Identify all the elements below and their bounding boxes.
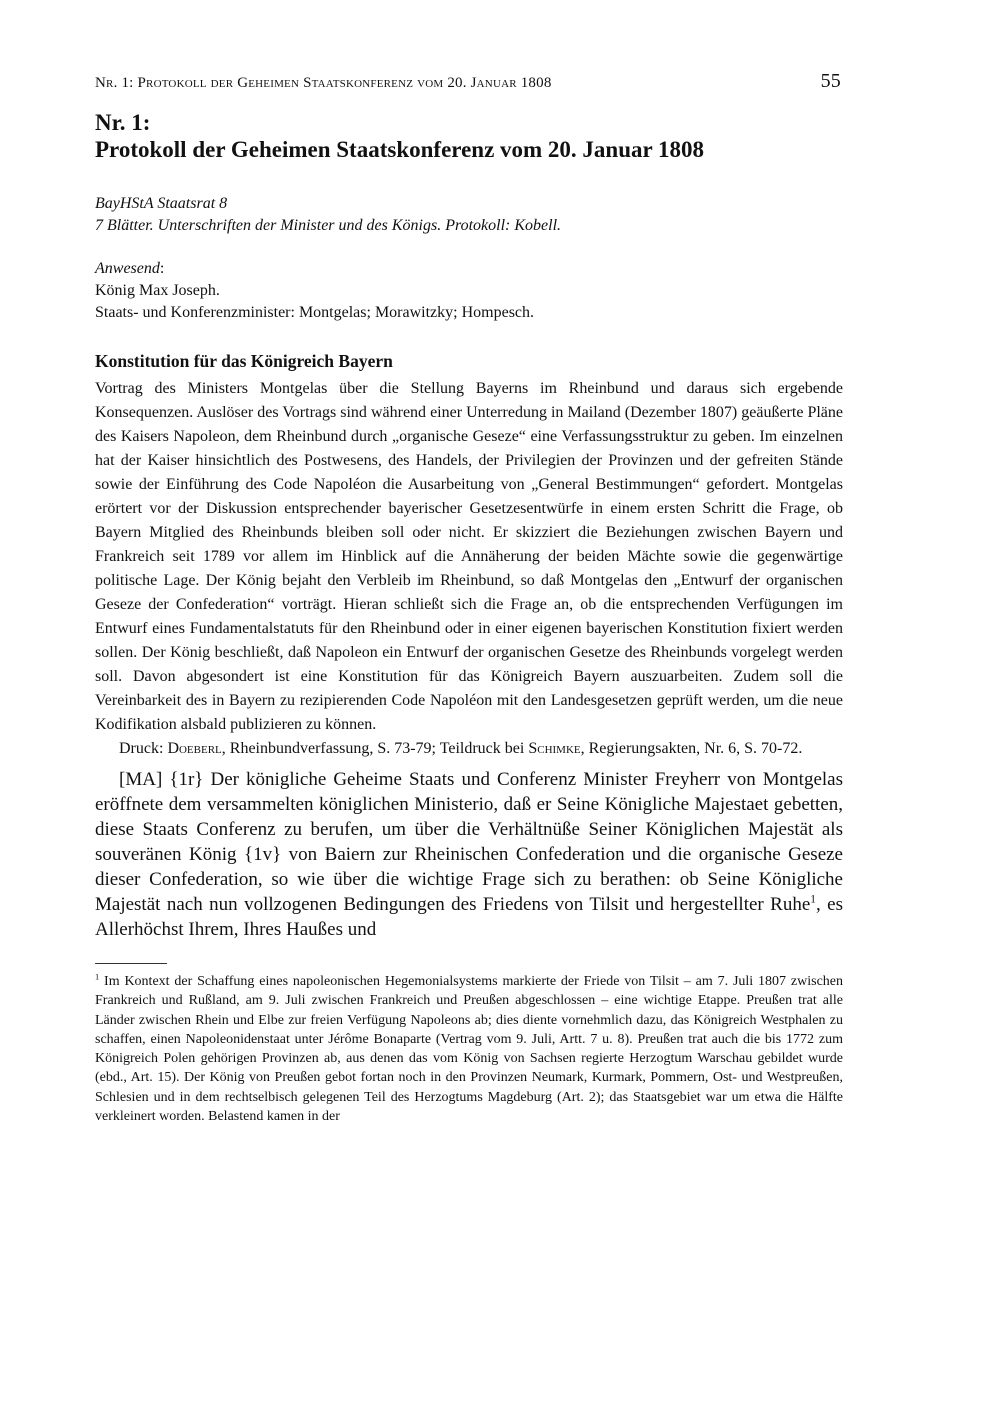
attendance-label: Anwesend (95, 260, 160, 277)
document-title (95, 109, 843, 163)
summary-paragraph: Vortrag des Ministers Montgelas über die Stellung Bayerns im Rheinbund und daraus sich ergebende Konsequenzen. Auslöser des Vortrags sind während einer Unterredung in Mailand (Dezember 1807) geäußerte Pläne des Kaisers Napoleon, dem Rheinbund durch „organische Geseze“ eine Verfassungsstruktur zu geben. Im einzelnen hat der Kaiser hinsichtlich des Postwesens, des Handels, der Privilegien der Provinzen und der gefreiten Stände sowie der Einführung des Code Napoléon die Ausarbeitung von „General Bestimmungen“ gefordert. Montgelas erörtert vor der Diskussion entsprechender bayerischer Gesetzesentwürfe in einem ersten Schritt die Frage, ob Bayern Mitglied des Rheinbunds bleiben soll oder nicht. Er skizziert die Beziehungen zwischen Bayern und Frankreich seit 1789 vor allem im Hinblick auf die Annäherung der beiden Mächte sowie die gegenwärtige politische Lage. Der König bejaht den Verbleib im Rheinbund, so daß Montgelas den „Entwurf der organischen Geseze der Confederation“ vorträgt. Hieran schließt sich die Frage an, ob die entsprechenden Verfügungen im Entwurf eines Fundamentalstatuts für den Rheinbund oder in einer eigenen bayerischen Konstitution fixiert werden sollen. Der König beschließt, daß Napoleon ein Entwurf der organischen Gesetze des Rheinbunds vorgelegt werden soll. Davon abgesondert ist eine Konstitution für das Königreich Bayern auszuarbeiten. Zudem soll die Vereinbarkeit des in Bayern zu rezipierenden Code Napoléon mit den Landesgesetzen geprüft werden, um die neue Kodifikation alsbald publizieren zu können. (95, 380, 843, 733)
attendance-block (95, 258, 843, 324)
footnote-reference: 1 (810, 893, 816, 906)
title-number: Nr. 1: (95, 110, 151, 135)
protocol-text-part1: [MA] {1r} Der königliche Geheime Staats und Conferenz Minister Freyherr von Montgelas eröffnete dem versammelten königlichen Ministerio, daß er Seine Königliche Majestaet gebetten, diese Staats Conferenz zu berufen, um über die Verhältnüße Seiner Königlichen Majestät als souveränen König {1v} von Baiern zur Rheinischen Confederation und die organische Geseze dieser Confederation, so wie über die wichtige Frage sich zu berathen: ob Seine Königliche Majestät nach nun vollzogenen Bedingungen des Friedens von Tilsit und hergestellter Ruhe (95, 769, 843, 915)
attendance-label-line (95, 258, 843, 280)
print-author-schimke: Schimke (528, 740, 581, 757)
footnote (95, 972, 843, 1126)
attendee-king: König Max Joseph. (95, 282, 220, 299)
archive-description: 7 Blätter. Unterschriften der Minister und des Königs. Protokoll: Kobell. (95, 217, 562, 234)
print-prefix: Druck: (119, 740, 168, 757)
print-author-doeberl: Doeberl (167, 740, 222, 757)
running-title: Nr. 1: Protokoll der Geheimen Staatskonferenz vom 20. Januar 1808 (95, 75, 552, 91)
source-reference (95, 193, 843, 237)
print-mid: , Rheinbundverfassung, S. 73-79; Teildruck bei (221, 740, 529, 757)
protocol-text-part2: , es Allerhöchst Ihrem, Ihres Haußes und (95, 894, 843, 940)
running-header (95, 70, 843, 93)
print-suffix: , Regierungsakten, Nr. 6, S. 70-72. (580, 740, 803, 757)
footnote-text: Im Kontext der Schaffung eines napoleonischen Hegemonialsystems markierte der Friede von Tilsit – am 7. Juli 1807 zwischen Frankreich und Rußland, am 9. Juli zwischen Frankreich und Preußen abgeschlossen – eine wichtige Etappe. Preußen trat alle Länder zwischen Rhein und Elbe zur freien Verfügung Napoleons ab; dies diente vornehmlich dazu, das Königreich Westphalen zu schaffen, einen Napoleonidenstaat unter Jérôme Bonaparte (Vertrag vom 9. Juli, Artt. 7 u. 8). Preußen trat auch die bis 1772 zum Königreich Polen gehörigen Provinzen ab, aus denen das vom König von Sachsen regierte Herzogtum Warschau gebildet wurde (ebd., Art. 15). Der König von Preußen gebot fortan noch in den Provinzen Neumark, Kurmark, Pommern, Ost- und Westpreußen, Schlesien und in dem rechtselbisch gelegenen Teil des Herzogtums Magdeburg (Art. 2); das Staatsgebiet war um etwa die Hälfte verkleinert worden. Belastend kamen in der (95, 974, 843, 1125)
attendee-ministers: Staats- und Konferenzminister: Montgelas; Morawitzky; Hompesch. (95, 304, 535, 321)
print-reference (95, 737, 843, 761)
document-page (95, 70, 843, 1126)
footnote-divider (95, 963, 167, 964)
page-number: 55 (820, 70, 841, 92)
archive-signature: BayHStA Staatsrat 8 (95, 195, 228, 212)
attendance-colon: : (159, 260, 165, 277)
section-heading: Konstitution für das Königreich Bayern (95, 351, 393, 371)
title-text: Protokoll der Geheimen Staatskonferenz vom 20. Januar 1808 (95, 137, 705, 162)
protocol-text (95, 767, 843, 942)
footnote-number: 1 (95, 972, 100, 982)
